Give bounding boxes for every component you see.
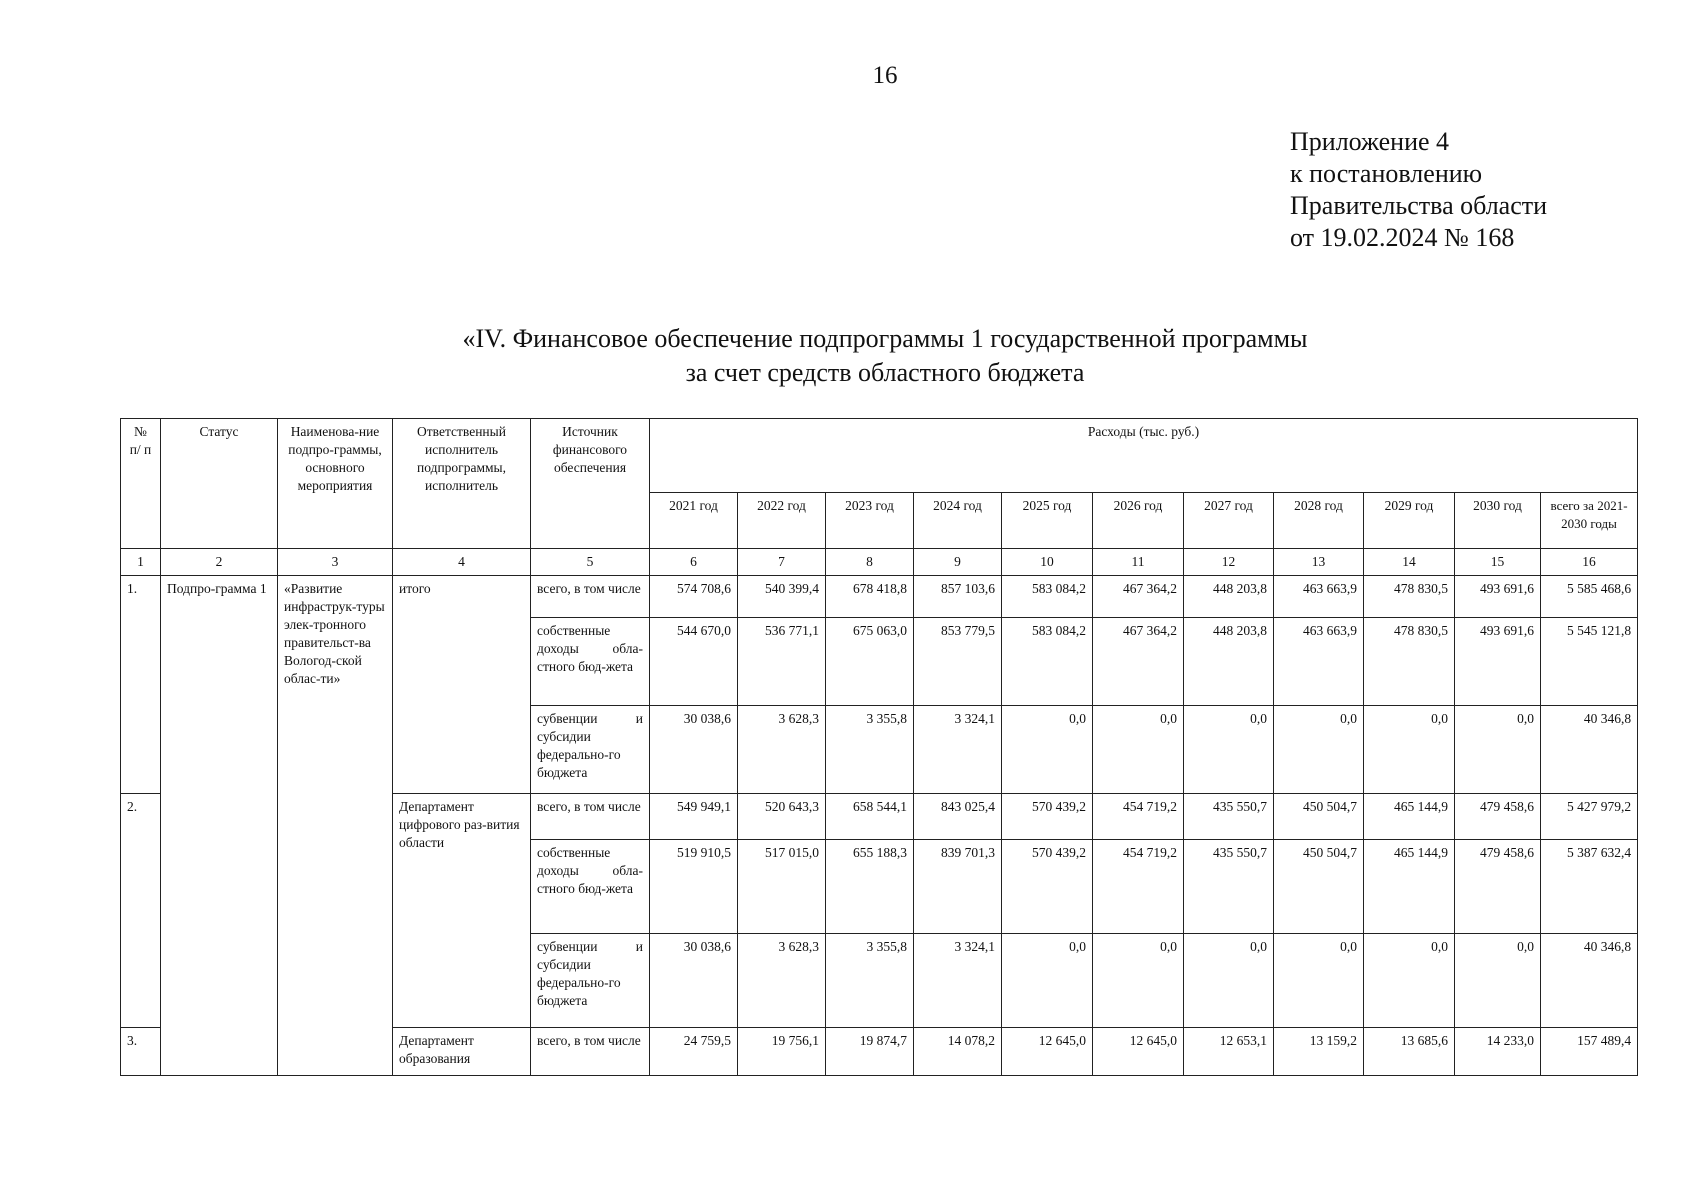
amount-cell: 30 038,6: [650, 706, 738, 794]
amount-cell: 0,0: [1364, 706, 1455, 794]
amount-cell: 0,0: [1455, 706, 1541, 794]
amount-cell: 570 439,2: [1002, 794, 1093, 840]
amount-cell: 5 387 632,4: [1541, 840, 1638, 934]
annex-line: Правительства области: [1290, 191, 1548, 220]
source-cell: субвенции и субсидии федерально-го бюджета: [531, 706, 650, 794]
amount-cell: 839 701,3: [914, 840, 1002, 934]
column-number: 7: [738, 549, 826, 576]
header-name: Наименова-ние подпро-граммы, основного мероприятия: [278, 419, 393, 549]
status-cell: Подпро-грамма 1: [161, 576, 278, 1076]
header-source: Источник финансового обеспечения: [531, 419, 650, 549]
annex-line: Приложение 4: [1290, 127, 1450, 156]
header-status: Статус: [161, 419, 278, 549]
source-cell: всего, в том числе: [531, 794, 650, 840]
amount-cell: 435 550,7: [1184, 840, 1274, 934]
column-number: 2: [161, 549, 278, 576]
column-number: 8: [826, 549, 914, 576]
column-number: 9: [914, 549, 1002, 576]
header-year: 2024 год: [914, 493, 1002, 549]
column-number: 14: [1364, 549, 1455, 576]
amount-cell: 5 427 979,2: [1541, 794, 1638, 840]
amount-cell: 3 628,3: [738, 706, 826, 794]
amount-cell: 14 078,2: [914, 1028, 1002, 1076]
column-number: 16: [1541, 549, 1638, 576]
amount-cell: 544 670,0: [650, 618, 738, 706]
header-year: 2028 год: [1274, 493, 1364, 549]
executor-cell: Департамент цифрового раз-вития области: [393, 794, 531, 1028]
amount-cell: 0,0: [1002, 706, 1093, 794]
page-number: 16: [872, 62, 898, 89]
column-number: 3: [278, 549, 393, 576]
amount-cell: 12 645,0: [1002, 1028, 1093, 1076]
amount-cell: 479 458,6: [1455, 840, 1541, 934]
amount-cell: 465 144,9: [1364, 840, 1455, 934]
amount-cell: 493 691,6: [1455, 576, 1541, 618]
header-year: 2023 год: [826, 493, 914, 549]
amount-cell: 843 025,4: [914, 794, 1002, 840]
executor-cell: Департамент образования: [393, 1028, 531, 1076]
amount-cell: 13 159,2: [1274, 1028, 1364, 1076]
header-executor: Ответственный исполнитель подпрограммы, исполнитель: [393, 419, 531, 549]
amount-cell: 450 504,7: [1274, 794, 1364, 840]
column-number: 11: [1093, 549, 1184, 576]
column-number: 4: [393, 549, 531, 576]
header-year: 2022 год: [738, 493, 826, 549]
amount-cell: 454 719,2: [1093, 840, 1184, 934]
header-expenses: Расходы (тыс. руб.): [650, 419, 1638, 493]
amount-cell: 40 346,8: [1541, 934, 1638, 1028]
header-year: 2021 год: [650, 493, 738, 549]
amount-cell: 13 685,6: [1364, 1028, 1455, 1076]
amount-cell: 0,0: [1455, 934, 1541, 1028]
financing-table: [120, 418, 1638, 1076]
amount-cell: 24 759,5: [650, 1028, 738, 1076]
amount-cell: 435 550,7: [1184, 794, 1274, 840]
amount-cell: 467 364,2: [1093, 576, 1184, 618]
source-cell: собственные доходы обла-стного бюд-жета: [531, 840, 650, 934]
amount-cell: 655 188,3: [826, 840, 914, 934]
subprogram-name-cell: «Развитие инфраструк-туры элек-тронного правительст-ва Вологод-ской облас-ти»: [278, 576, 393, 1076]
header-num: № п/ п: [121, 419, 161, 549]
header-year: 2026 год: [1093, 493, 1184, 549]
amount-cell: 479 458,6: [1455, 794, 1541, 840]
source-cell: субвенции и субсидии федерально-го бюджета: [531, 934, 650, 1028]
header-total: всего за 2021-2030 годы: [1541, 493, 1638, 549]
amount-cell: 14 233,0: [1455, 1028, 1541, 1076]
amount-cell: 454 719,2: [1093, 794, 1184, 840]
header-year: 2025 год: [1002, 493, 1093, 549]
column-number: 12: [1184, 549, 1274, 576]
amount-cell: 574 708,6: [650, 576, 738, 618]
amount-cell: 3 355,8: [826, 934, 914, 1028]
amount-cell: 675 063,0: [826, 618, 914, 706]
title-line: за счет средств областного бюджета: [685, 358, 1085, 387]
header-year: 2029 год: [1364, 493, 1455, 549]
amount-cell: 0,0: [1274, 706, 1364, 794]
amount-cell: 658 544,1: [826, 794, 914, 840]
amount-cell: 463 663,9: [1274, 576, 1364, 618]
column-number: 6: [650, 549, 738, 576]
row-number: 3.: [121, 1028, 161, 1076]
column-number: 1: [121, 549, 161, 576]
amount-cell: 540 399,4: [738, 576, 826, 618]
amount-cell: 478 830,5: [1364, 618, 1455, 706]
amount-cell: 12 653,1: [1184, 1028, 1274, 1076]
annex-line: от 19.02.2024 № 168: [1290, 223, 1515, 252]
amount-cell: 3 324,1: [914, 706, 1002, 794]
header-year: 2030 год: [1455, 493, 1541, 549]
executor-cell: итого: [393, 576, 531, 794]
amount-cell: 5 585 468,6: [1541, 576, 1638, 618]
amount-cell: 3 324,1: [914, 934, 1002, 1028]
amount-cell: 40 346,8: [1541, 706, 1638, 794]
source-cell: собственные доходы обла-стного бюд-жета: [531, 618, 650, 706]
amount-cell: 0,0: [1184, 934, 1274, 1028]
amount-cell: 3 355,8: [826, 706, 914, 794]
amount-cell: 583 084,2: [1002, 618, 1093, 706]
amount-cell: 3 628,3: [738, 934, 826, 1028]
amount-cell: 536 771,1: [738, 618, 826, 706]
amount-cell: 549 949,1: [650, 794, 738, 840]
amount-cell: 0,0: [1274, 934, 1364, 1028]
source-cell: всего, в том числе: [531, 576, 650, 618]
source-cell: всего, в том числе: [531, 1028, 650, 1076]
annex-line: к постановлению: [1290, 159, 1483, 188]
amount-cell: 0,0: [1002, 934, 1093, 1028]
amount-cell: 570 439,2: [1002, 840, 1093, 934]
amount-cell: 12 645,0: [1093, 1028, 1184, 1076]
amount-cell: 583 084,2: [1002, 576, 1093, 618]
amount-cell: 30 038,6: [650, 934, 738, 1028]
amount-cell: 519 910,5: [650, 840, 738, 934]
amount-cell: 157 489,4: [1541, 1028, 1638, 1076]
amount-cell: 0,0: [1093, 934, 1184, 1028]
amount-cell: 19 756,1: [738, 1028, 826, 1076]
amount-cell: 463 663,9: [1274, 618, 1364, 706]
table-row: [121, 576, 1638, 618]
column-number: 13: [1274, 549, 1364, 576]
header-year: 2027 год: [1184, 493, 1274, 549]
amount-cell: 520 643,3: [738, 794, 826, 840]
amount-cell: 0,0: [1093, 706, 1184, 794]
column-number: 10: [1002, 549, 1093, 576]
amount-cell: 450 504,7: [1274, 840, 1364, 934]
amount-cell: 467 364,2: [1093, 618, 1184, 706]
amount-cell: 678 418,8: [826, 576, 914, 618]
row-number: 2.: [121, 794, 161, 1028]
amount-cell: 0,0: [1364, 934, 1455, 1028]
amount-cell: 465 144,9: [1364, 794, 1455, 840]
amount-cell: 5 545 121,8: [1541, 618, 1638, 706]
amount-cell: 517 015,0: [738, 840, 826, 934]
amount-cell: 448 203,8: [1184, 618, 1274, 706]
title-line: «IV. Финансовое обеспечение подпрограммы 1 государственной программы: [462, 324, 1308, 353]
amount-cell: 19 874,7: [826, 1028, 914, 1076]
amount-cell: 0,0: [1184, 706, 1274, 794]
row-number: 1.: [121, 576, 161, 794]
document-title: [0, 322, 1697, 390]
amount-cell: 478 830,5: [1364, 576, 1455, 618]
amount-cell: 857 103,6: [914, 576, 1002, 618]
amount-cell: 853 779,5: [914, 618, 1002, 706]
amount-cell: 493 691,6: [1455, 618, 1541, 706]
column-number: 5: [531, 549, 650, 576]
amount-cell: 448 203,8: [1184, 576, 1274, 618]
column-number: 15: [1455, 549, 1541, 576]
annex-block: [1290, 126, 1547, 254]
